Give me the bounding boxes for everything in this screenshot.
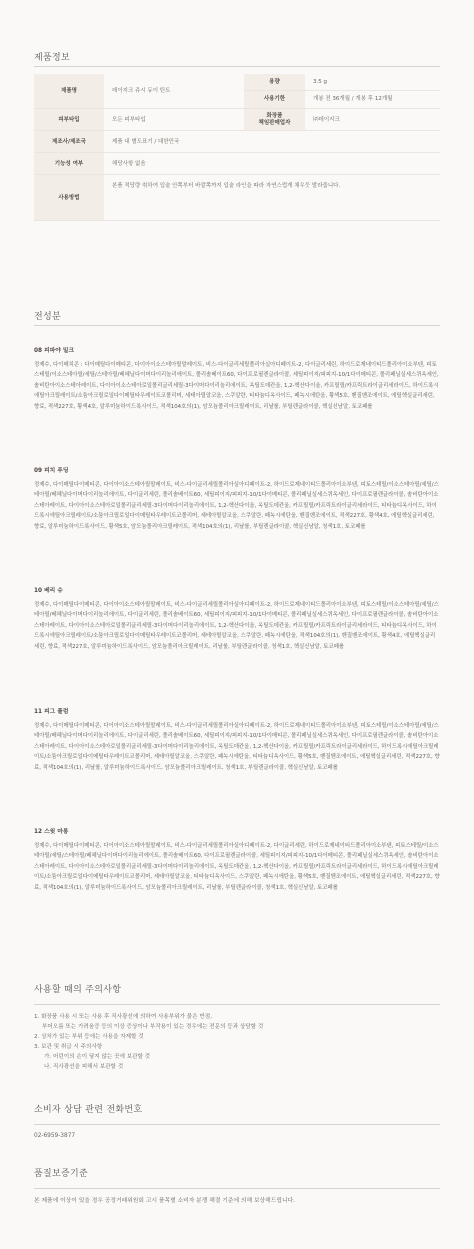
- contact-divider: [34, 1124, 440, 1125]
- info-row: [34, 74, 440, 109]
- ingredient-item: [34, 707, 440, 773]
- warranty-divider: [34, 1188, 440, 1189]
- product-info-title: 제품정보: [34, 53, 70, 63]
- product-info-divider: [34, 66, 440, 67]
- cautions-list: [34, 1012, 440, 1072]
- label-usage: 사용방법: [34, 175, 104, 221]
- contact-phone: 02-6959-3877: [34, 1133, 76, 1139]
- ingredient-shade-name: 08 피파야 밀크: [34, 348, 75, 354]
- ingredient-shade-name: 09 피치 푸딩: [34, 468, 69, 474]
- caution-line: 2. 상처가 있는 부위 등에는 사용을 자제할 것: [34, 1034, 144, 1040]
- ingredients-title: 전성분: [34, 312, 61, 322]
- product-info-table: [34, 74, 440, 221]
- ingredient-item: [34, 346, 440, 412]
- info-row: [34, 109, 440, 131]
- ingredient-item: [34, 466, 440, 532]
- ingredient-shade-name: 12 스윗 마롱: [34, 829, 69, 835]
- label-manufacturer: 제조사/제조국: [34, 131, 104, 153]
- warranty-text: 본 제품에 이상이 있을 경우 공정거래위원회 고시 품목별 소비자 분쟁 해결 기준에 의해 보상해드립니다.: [34, 1198, 295, 1204]
- info-row: [34, 153, 440, 175]
- warranty-title: 품질보증기준: [34, 1169, 88, 1179]
- ingredient-shade-name: 11 피그 플럼: [34, 709, 69, 715]
- value-manufacturer: 제품 내 별도표기 / 대한민국: [104, 131, 440, 153]
- label-capacity-group: [244, 74, 305, 109]
- ingredient-list: 정제수, 다이메틸다이메티콘, 다이아이소스테아릴말레이트, 비스-다이글리세릴폴리아실아디페이트-2, 하이드로제네이티드폴리아이소부텐, 피토스테릴/이소스테아릴/세틸/스테아릴/베헤닐다이머다이리놀리에이트, 다이글리세린, 폴리솔베이트60, 세틸피이지/피피지-10/1다이메티콘, 폴리페닐실세스퀴옥세인, 다이프로필렌글라이콜, 솔비탄아이소스테아레이트, 다이아이소스테아로일폴리글리세릴-3다이머다이리놀리에이트, 1,2-헥산다이올, 옥틸도데칸올, 카프릴릴/카프릭트라이글리세라이드, 티타늄디옥사이드, 하이드록시에틸아크릴레이트/소듐아크릴로일다이메틸타우레이트코폴리머, 세테아릴알코올, 스쿠알란, 페녹시에탄올, 벤질벤조에이트, 적색227호, 황색4호, 에틸헥실글리세린, 향료, 알루미늄하이드록사이드, 황색5호, 암모늄폴리아크릴레이트, 적색104호의(1), 리날룰, 부틸렌글라이콜, 헥실신남알, 청색1호, 토코페롤: [34, 482, 439, 530]
- value-capacity: 3.5 g: [305, 74, 440, 91]
- info-row: [34, 131, 440, 153]
- ingredients-divider: [34, 325, 440, 326]
- label-skin-type: 피부타입: [34, 109, 104, 131]
- ingredient-item: [34, 586, 440, 652]
- ingredient-item: [34, 827, 440, 893]
- cautions-divider: [34, 1004, 440, 1005]
- caution-line: 1. 화장품 사용 시 또는 사용 후 직사광선에 의하여 사용부위가 붉은 반점,: [34, 1014, 212, 1020]
- ingredient-list: 정제수, 다이메틸다이메티콘, 다이아이소스테아릴말레이트, 비스-다이글리세릴폴리아실아디페이트-2, 하이드로제네이티드폴리아이소부텐, 피토스테릴/이소스테아릴/세틸/스테아릴/베헤닐다이머다이리놀리에이트, 다이글리세린, 폴리솔베이트60, 세틸피이지/피피지-10/1다이메티콘, 폴리페닐실세스퀴옥세인, 다이프로필렌글라이콜, 솔비탄아이소스테아레이트, 다이아이소스테아로일폴리글리세릴-3다이머다이리놀리에이트, 옥틸도데칸올, 1,2-헥산다이올, 카프릴릴/카프릭트라이글리세라이드, 하이드록시에틸아크릴레이트/소듐아크릴로일다이메틸타우레이트코폴리머, 세테아릴알코올, 스쿠알란, 페녹시에탄올, 티타늄디옥사이드, 황색5호, 벤질벤조에이트, 에틸헥실글리세린, 적색227호, 향료, 적색104호의(1), 리날룰, 알루미늄하이드록사이드, 암모늄폴리아크릴레이트, 청색1호, 부틸렌글라이콜, 헥실신남알, 토코페롤: [34, 723, 440, 771]
- value-skin-type: 모든 피부타입: [104, 109, 244, 131]
- label-product-name: 제품명: [34, 74, 104, 109]
- value-expiry: 개봉 전 36개월 / 개봉 후 12개월: [313, 96, 393, 102]
- ingredient-list: 정제수, 다이메틸다이메티콘, 다이아이소스테아릴말레이트, 비스-다이글리세릴폴리아실아디페이트-2, 다이글리세린, 하이드로제네이티드폴리아이소부텐, 피토스테릴/이소스테아릴/세틸/스테아릴/베헤닐다이머다이리놀리에이트, 폴리솔베이트60, 다이프로필렌글라이콜, 세틸피이지/피피지-10/1다이메티콘, 폴리페닐실세스퀴옥세인, 솔비탄아이소스테아레이트, 다이아이소스테아로일폴리글리세릴-3다이머다이리놀리에이트, 옥틸도데칸올, 1,2-헥산다이올, 카프릴릴/카프릭트라이글리세라이드, 하이드록시에틸아크릴레이트/소듐아크릴로일다이메틸타우레이트코폴리머, 세테아릴알코올, 티타늄디옥사이드, 스쿠알란, 페녹시에탄올, 황색5호, 벤질벤조에이트, 에틸헥실글리세린, 적색227호, 향료, 적색104호의(1), 알루미늄하이드록사이드, 암모늄폴리아크릴레이트, 리날룰, 부틸렌글라이콜, 청색1호, 헥실신남알, 토코페롤: [34, 843, 440, 891]
- caution-line: 나. 직사광선을 피해서 보관할 것: [44, 1064, 124, 1070]
- label-seller: 화장품 책임판매업자: [244, 109, 305, 131]
- value-capacity-group: [305, 74, 440, 109]
- caution-line: 3. 보관 및 취급 시 주의사항: [34, 1044, 103, 1050]
- value-seller: ㈜데이지크: [305, 109, 440, 131]
- value-usage: 본품 적당량 취하여 입술 안쪽부터 바깥쪽까지 입술 라인을 따라 자연스럽게 채우듯 발라줍니다.: [104, 175, 440, 221]
- ingredient-shade-name: 10 베리 슈: [34, 588, 63, 594]
- label-functional: 기능성 여부: [34, 153, 104, 175]
- label-capacity: 용량: [244, 74, 305, 91]
- label-expiry: 사용기한: [263, 96, 286, 102]
- value-functional: 해당사항 없음: [104, 153, 440, 175]
- ingredient-list: 정제수, 다이메틸다이메티콘, 다이아이소스테아릴말레이트, 비스-다이글리세릴폴리아실아디페이트-2, 하이드로제네이티드폴리아이소부텐, 피토스테릴/이소스테아릴/세틸/스테아릴/베헤닐다이머다이리놀리에이트, 다이글리세린, 폴리솔베이트60, 세틸피이지/피피지-10/1다이메티콘, 폴리페닐실세스퀴옥세인, 다이프로필렌글라이콜, 솔비탄아이소스테아레이트, 다이아이소스테아로일폴리글리세릴-3다이머다이리놀리에이트, 1,2-헥산다이올, 옥틸도데칸올, 카프릴릴/카프릭트라이글리세라이드, 티타늄디옥사이드, 하이드록시에틸아크릴레이트/소듐아크릴로일다이메틸타우레이트코폴리머, 세테아릴알코올, 스쿠알란, 페녹시에탄올, 적색104호의(1), 벤질벤조에이트, 황색4호, 에틸헥실글리세린, 향료, 적색227호, 알루미늄하이드록사이드, 암모늄폴리아크릴레이트, 리날룰, 부틸렌글라이콜, 청색1호, 헥실신남알, 토코페롤: [34, 602, 439, 650]
- value-product-name: 데이지크 쥬시 듀이 틴트: [104, 74, 244, 109]
- caution-line: 부어오름 또는 가려움증 등의 이상 증상이나 부작용이 있는 경우에는 전문의 등과 상담할 것: [42, 1024, 264, 1030]
- caution-line: 가. 어린이의 손이 닿지 않는 곳에 보관할 것: [44, 1054, 151, 1060]
- cautions-title: 사용할 때의 주의사항: [34, 985, 122, 995]
- contact-title: 소비자 상담 관련 전화번호: [34, 1105, 143, 1115]
- ingredient-list: 정제수, 다이메치콘 : 다이메틸다이메티콘, 다이아이소스테아릴말레이트, 비스-다이글리세릴폴리아실아디페이트-2, 다이글리세린, 하이드로제네이티드폴리아이소부텐, 피토스테릴/이소스테아릴/세틸/스테아릴/베헤닐다이머다이리놀리에이트, 폴리솔베이트60, 다이프로필렌글라이콜, 세틸피이지/피피지-10/1다이메티콘, 폴리페닐실세스퀴옥세인, 솔비탄아이소스테아레이트, 다이아이소스테아로일폴리글리세릴-3다이머다이리놀리에이트, 옥틸도데칸올, 1,2-헥산다이올, 카프릴릴/카프릭트라이글리세라이드, 하이드록시에틸아크릴레이트/소듐아크릴로일다이메틸타우레이트코폴리머, 세테아릴알코올, 스쿠알란, 티타늄디옥사이드, 페녹시에탄올, 황색5호, 벤질벤조에이트, 에틸헥실글리세린, 향료, 적색227호, 황색4호, 알루미늄하이드록사이드, 적색104호의(1), 암모늄폴리아크릴레이트, 리날룰, 부틸렌글라이콜, 헥실신남알, 토코페롤: [34, 362, 439, 410]
- info-row: [34, 175, 440, 221]
